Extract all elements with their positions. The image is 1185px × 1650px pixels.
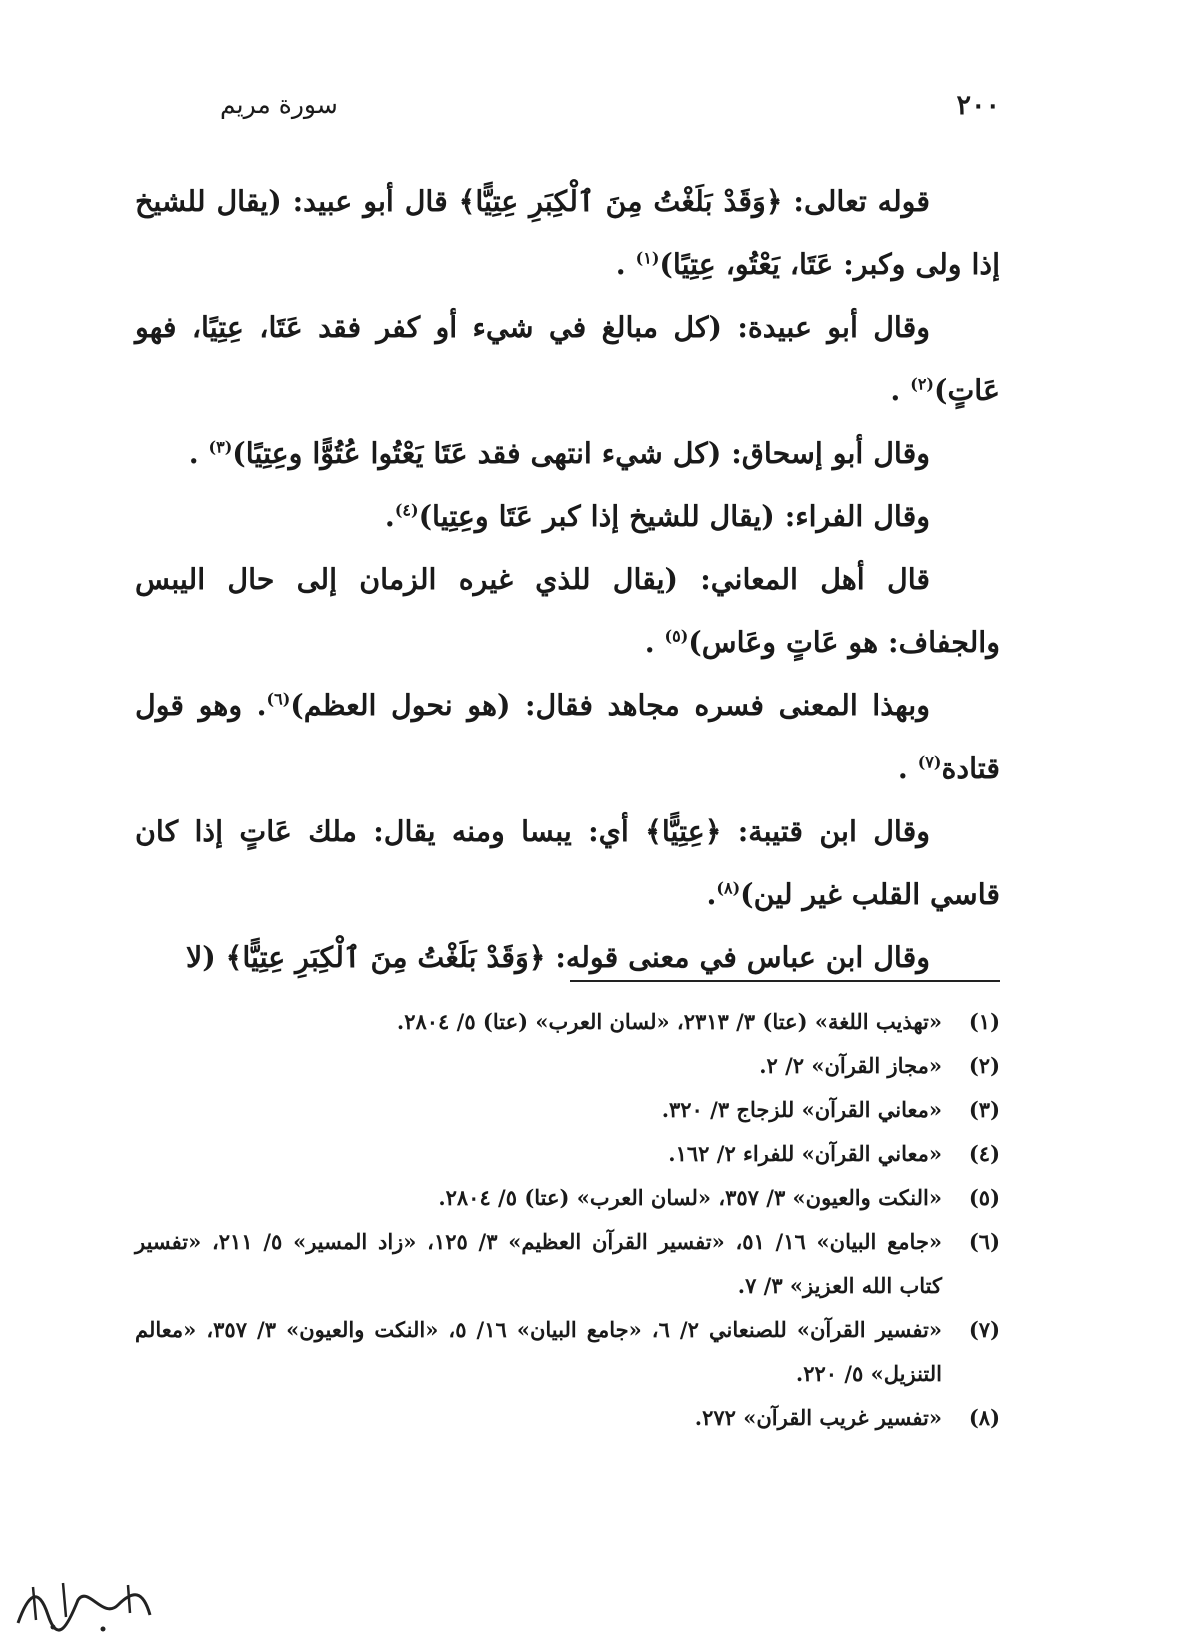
- paragraph-text: . وهو قول قتادة: [135, 688, 1000, 785]
- paragraph-end: .: [897, 751, 918, 785]
- footnote-text: «معاني القرآن» للزجاج ٣/ ٣٢٠.: [661, 1097, 942, 1122]
- footnote-ref: (٦): [266, 689, 291, 709]
- footnote: [135, 1176, 1000, 1220]
- paragraph-text: قال أهل المعاني: (يقال للذي غيره الزمان إلى حال اليبس والجفاف: هو عَاتٍ وعَاس): [135, 562, 1000, 659]
- footnote-text: «جامع البيان» ١٦/ ٥١، «تفسير القرآن العظيم» ٣/ ١٢٥، «زاد المسير» ٥/ ٢١١، «تفسير كتاب الله العزيز» ٣/ ٧.: [135, 1229, 943, 1298]
- footnote-number: (٣): [968, 1097, 1000, 1122]
- paragraph: [135, 548, 1000, 674]
- main-text: [135, 170, 1000, 989]
- paragraph: [135, 800, 1000, 926]
- paragraph-text: وقال أبو إسحاق: (كل شيء انتهى فقد عَتَا يَعْتُوا عُتُوًّا وعِتِيًا): [232, 436, 930, 470]
- paragraph: [135, 170, 1000, 296]
- page-header: [220, 90, 1000, 130]
- footnote: [135, 1220, 1000, 1308]
- paragraph-end: .: [644, 625, 665, 659]
- footnote-text: «تفسير القرآن» للصنعاني ٢/ ٦، «جامع البيان» ١٦/ ٥، «النكت والعيون» ٣/ ٣٥٧، «معالم التنزيل» ٥/ ٢٢٠.: [135, 1317, 942, 1386]
- footnote-number: (١): [968, 1009, 1000, 1034]
- paragraph-end: .: [384, 499, 395, 533]
- footnote: [135, 1000, 1000, 1044]
- footnote-number: (٢): [968, 1053, 1000, 1078]
- footnotes: [135, 1000, 1000, 1440]
- page-number: ٢٠٠: [956, 90, 1000, 121]
- footnote: [135, 1044, 1000, 1088]
- footnote-text: «معاني القرآن» للفراء ٢/ ١٦٢.: [668, 1141, 942, 1166]
- paragraph: [135, 422, 1000, 485]
- paragraph-end: .: [706, 877, 717, 911]
- paragraph-text: وقال ابن قتيبة: ﴿عِتِيًّا﴾ أي: يبسا ومنه يقال: ملك عَاتٍ إذا كان قاسي القلب غير لين): [135, 814, 1000, 911]
- paragraph-end: .: [890, 373, 911, 407]
- footnote-number: (٨): [968, 1405, 1000, 1430]
- running-title: سورة مريم: [220, 90, 338, 119]
- paragraph: [135, 296, 1000, 422]
- calligraphy-logo: [8, 1575, 158, 1635]
- paragraph-text: وقال ابن عباس في معنى قوله: ﴿وَقَدْ بَلَغْتُ مِنَ ٱلْكِبَرِ عِتِيًّا﴾ (لا: [185, 940, 930, 974]
- paragraph-text: وبهذا المعنى فسره مجاهد فقال: (هو نحول العظم): [290, 688, 930, 722]
- footnote-text: «تهذيب اللغة» (عتا) ٣/ ٢٣١٣، «لسان العرب» (عتا) ٥/ ٢٨٠٤.: [396, 1009, 942, 1034]
- paragraph-text: وقال أبو عبيدة: (كل مبالغ في شيء أو كفر فقد عَتَا، عِتِيًا، فهو عَاتٍ): [135, 310, 1000, 407]
- footnote: [135, 1396, 1000, 1440]
- footnote-ref: (١): [635, 248, 660, 268]
- footnote-ref: (٥): [664, 626, 689, 646]
- footnote-ref: (٧): [917, 752, 942, 772]
- paragraph: [135, 674, 1000, 800]
- footnote-text: «مجاز القرآن» ٢/ ٢.: [759, 1053, 942, 1078]
- paragraph-text: قوله تعالى: ﴿وَقَدْ بَلَغْتُ مِنَ ٱلْكِبَرِ عِتِيًّا﴾ قال أبو عبيد: (يقال للشيخ إذا ولى وكبر: عَتَا، يَعْتُو، عِتِيًا): [135, 184, 1000, 281]
- footnote-number: (٤): [968, 1141, 1000, 1166]
- footnote: [135, 1088, 1000, 1132]
- footnote-ref: (٨): [716, 878, 741, 898]
- paragraph-end: .: [188, 436, 209, 470]
- footnote-ref: (٣): [208, 437, 233, 457]
- paragraph-end: .: [615, 247, 636, 281]
- footnote-ref: (٤): [394, 500, 419, 520]
- footnote-separator: [570, 980, 1000, 982]
- footnote-number: (٥): [968, 1185, 1000, 1210]
- paragraph: [135, 485, 1000, 548]
- paragraph-text: وقال الفراء: (يقال للشيخ إذا كبر عَتَا وعِتِيا): [418, 499, 930, 533]
- footnote-text: «النكت والعيون» ٣/ ٣٥٧، «لسان العرب» (عتا) ٥/ ٢٨٠٤.: [438, 1185, 942, 1210]
- footnote-ref: (٢): [910, 374, 934, 394]
- footnote-text: «تفسير غريب القرآن» ٢٧٢.: [694, 1405, 942, 1430]
- footnote-number: (٧): [968, 1317, 1000, 1342]
- footnote: [135, 1308, 1000, 1396]
- footnote: [135, 1132, 1000, 1176]
- footnote-number: (٦): [968, 1229, 1000, 1254]
